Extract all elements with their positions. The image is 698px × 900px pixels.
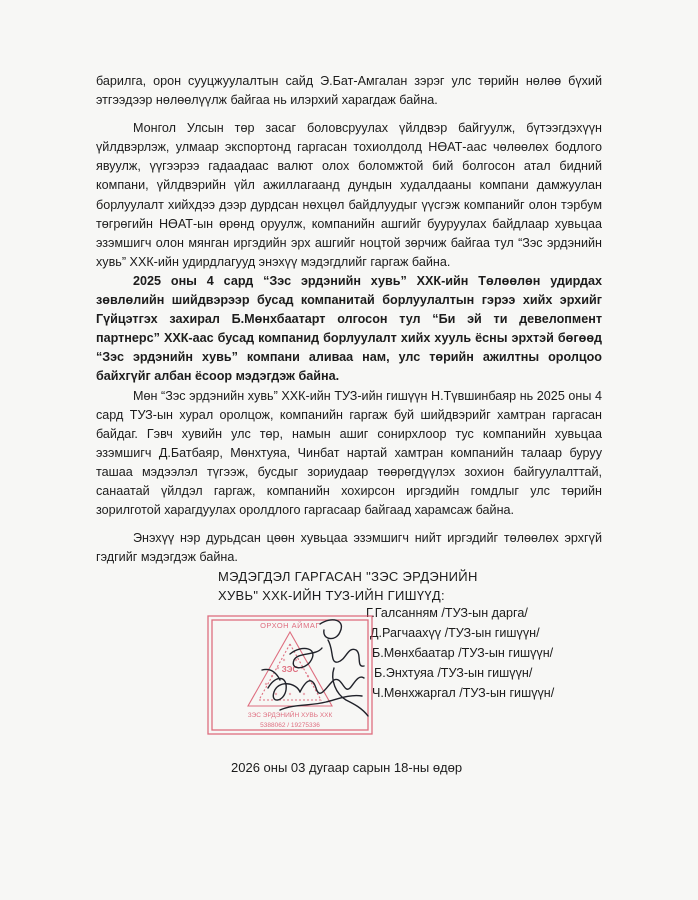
svg-text:ЗЭС ЭРДЭНИЙН ХУВЬ ХХК: ЗЭС ЭРДЭНИЙН ХУВЬ ХХК	[247, 712, 333, 719]
paragraph-4: Мөн “Зэс эрдэнийн хувь” ХХК-ийн ТУЗ-ийн гишүүн Н.Түвшинбаяр нь 2025 оны 4 сард ТУЗ-ын хурал оролцож, компанийн гаргаж буй шийдвэрийг хамтран гаргасан байдаг. Гэвч хувийн улс төр, намын ашиг сонирхлоор тус компанийн хувьцаа эзэмшигч Д.Батбаяр, Мөнхтуяа, Чинбат нартай хамтран компанийн талаар буруу ташаа мэдээлэл түгээж, бусдыг зориудаар төөрөгдүүлэх зохион байгуулалттай, санаатай үйлдэл гаргаж, компанийн хохирсон иргэдийн гомдлыг улс төрийн зорилготой харагдуулах оролдлого гаргасаар байгаад харамсаж байна.	[96, 388, 602, 518]
paragraph-5: Энэхүү нэр дурьдсан цөөн хувьцаа эзэмшигч нийт иргэдийг төлөөлөх эрхгүй гэдгийг мэдэгдэж байна.	[96, 531, 602, 565]
svg-text:ЗЭС: ЗЭС	[281, 665, 299, 674]
board-member: Г.Галсанням /ТУЗ-ын дарга/	[366, 606, 528, 620]
board-member: Б.Энхтуяа /ТУЗ-ын гишүүн/	[374, 666, 533, 680]
svg-text:ОРХОН АЙМАГ: ОРХОН АЙМАГ	[260, 621, 320, 630]
board-member: Б.Мөнхбаатар /ТУЗ-ын гишүүн/	[372, 646, 554, 660]
svg-text:5388062 / 19275336: 5388062 / 19275336	[260, 722, 320, 729]
paragraph-3-bold: 2025 оны 4 сард “Зэс эрдэнийн хувь” ХХК-ийн Төлөөлөн удирдах зөвлөлийн шийдвэрээр бусад компанитай борлуулалтын гэрээ хийх эрхийг Гүйцэтгэх захирал Б.Мөнхбаатарт олгосон тул “Би эй ти девелопмент партнерс” ХХК-аас бусад компанид борлуулалт хийх хууль ёсны эрхтэй бөгөөд “Зэс эрдэнийн хувь” компани аливаа нам, улс төрийн ажилтны оролцоо байхгүйг албан ёсоор мэдэгдэж байна.	[96, 273, 602, 384]
paragraph-1: барилга, орон сууцжуулалтын сайд Э.Бат-Амгалан зэрэг улс төрийн нөлөө бүхий этгээдээр нөлөөлүүлж байгаа нь илэрхий харагдаж байна.	[96, 74, 602, 108]
signature-icon	[247, 610, 376, 728]
board-member: Ч.Мөнхжаргал /ТУЗ-ын гишүүн/	[372, 686, 555, 700]
board-member: Д.Рагчаахүү /ТУЗ-ын гишүүн/	[370, 626, 540, 640]
document-date: 2026 оны 03 дугаар сарын 18-ны өдөр	[231, 760, 463, 775]
issuer-line-1: МЭДЭГДЭЛ ГАРГАСАН "ЗЭС ЭРДЭНИЙН	[218, 569, 478, 584]
document-body	[96, 72, 602, 576]
issuer-heading	[218, 568, 478, 605]
paragraph-2: Монгол Улсын төр засаг боловсруулах үйлдвэр байгуулж, бүтээгдэхүүн үйлдвэрлэж, улмаар экспортонд гаргасан тохиолдолд НӨАТ-аас чөлөөлөх бодлого явуулж, үүгээрээ гадаадаас валют олох боломжтой бий болгосон атал бидний компани, үйлдвэрийн үйл ажиллагаанд дундын худалдааны компани дамжуулан борлуулалт хийхдээ дээр дурдсан нөхцөл байдлуудыг үүсгэж компанийг олон тэрбум төгрөгийн НӨАТ-ын өрөнд оруулж, компанийн ашгийг бууруулах байдлаар хувьцаа эзэмшигч олон мянган иргэдийн эрх ашгийг ноцтой зөрчиж байгаа тул “Зэс эрдэнийн хувь” ХХК-ийн удирдлагууд энэхүү мэдэгдлийг гаргаж байна.	[96, 121, 602, 269]
board-members-list	[366, 603, 554, 703]
issuer-line-2: ХУВЬ" ХХК-ИЙН ТУЗ-ИЙН ГИШҮҮД:	[218, 587, 445, 603]
